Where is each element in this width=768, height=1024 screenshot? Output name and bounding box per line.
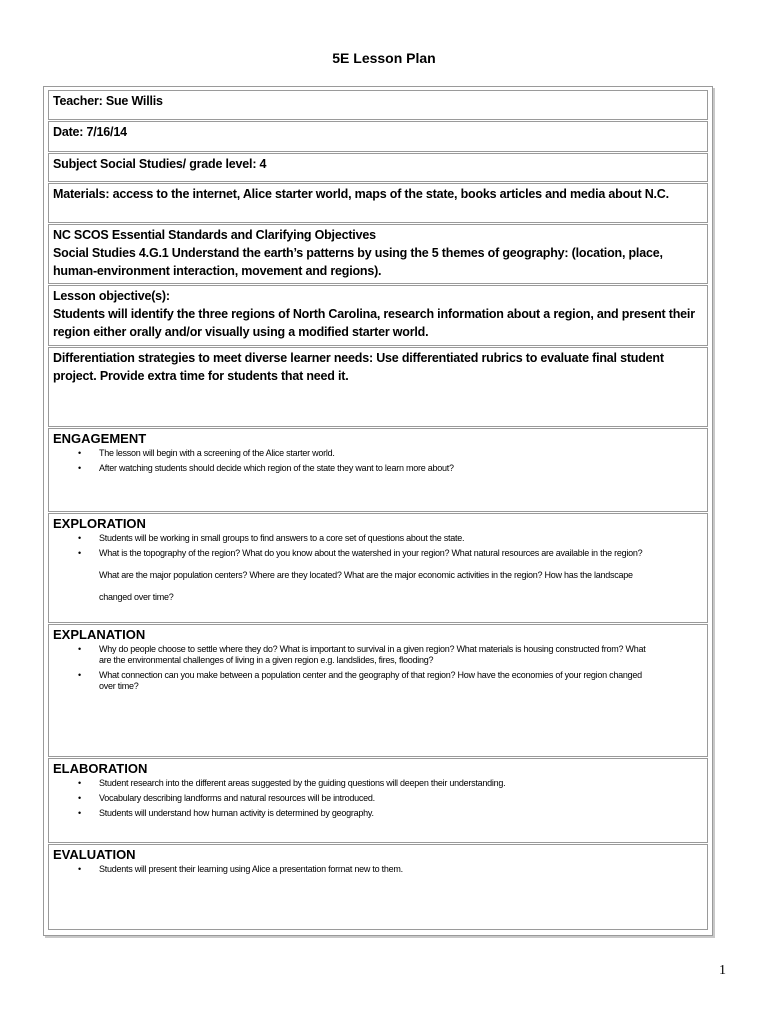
exploration-list: [53, 533, 703, 603]
engagement-row: [48, 428, 708, 512]
list-item-text: are the environmental challenges of living in a given region e.g. landslides, fires, flooding?: [99, 655, 434, 665]
engagement-heading: ENGAGEMENT: [53, 431, 147, 446]
list-item: • Student research into the different areas suggested by the guiding questions will deepen their understanding.: [99, 778, 703, 789]
differentiation-text: Differentiation strategies to meet diverse learner needs: Use differentiated rubrics to evaluate final student: [53, 351, 664, 365]
date-text: Date: 7/16/14: [53, 125, 127, 139]
standards-heading: NC SCOS Essential Standards and Clarifying Objectives: [53, 228, 376, 242]
engagement-list: [53, 448, 703, 474]
list-item: • Students will be working in small groups to find answers to a core set of questions about the state.: [99, 533, 703, 544]
differentiation-row: [48, 347, 708, 427]
objective-text: Students will identify the three regions of North Carolina, research information about a region, and present their: [53, 307, 695, 321]
differentiation-text-cont: project. Provide extra time for students that need it.: [53, 369, 349, 383]
exploration-heading: EXPLORATION: [53, 516, 146, 531]
list-item: [99, 548, 703, 603]
standards-text-cont: human-environment interaction, movement and regions).: [53, 264, 382, 278]
teacher-text: Teacher: Sue Willis: [53, 94, 163, 108]
elaboration-list: [53, 778, 703, 819]
materials-row: [48, 183, 708, 223]
explanation-row: [48, 624, 708, 757]
lesson-plan-table: [43, 86, 713, 936]
list-item: • Vocabulary describing landforms and natural resources will be introduced.: [99, 793, 703, 804]
objective-row: [48, 285, 708, 346]
explanation-list: [53, 644, 703, 692]
elaboration-heading: ELABORATION: [53, 761, 148, 776]
list-item-text: over time?: [99, 681, 139, 691]
list-item: • Students will understand how human activity is determined by geography.: [99, 808, 703, 819]
list-item: • Students will present their learning using Alice a presentation format new to them.: [99, 864, 703, 875]
materials-text: Materials: access to the internet, Alice starter world, maps of the state, books articles and media about N.C.: [53, 187, 669, 201]
objective-text-cont: region either orally and/or visually using a modified starter world.: [53, 325, 429, 339]
standards-text: Social Studies 4.G.1 Understand the earth’s patterns by using the 5 themes of geography: (location, place,: [53, 246, 663, 260]
list-item-text: What connection can you make between a population center and the geography of that region? How have the economies of your region changed: [99, 670, 642, 680]
evaluation-list: [53, 864, 703, 875]
evaluation-row: [48, 844, 708, 930]
page-number: 1: [719, 963, 726, 978]
list-item: [99, 670, 703, 692]
explanation-heading: EXPLANATION: [53, 627, 146, 642]
list-item: [99, 644, 703, 666]
list-item-text: What are the major population centers? Where are they located? What are the major economic activities in the region? How has the landscape: [99, 570, 633, 580]
list-item-text: Why do people choose to settle where they do? What is important to survival in a given region? What materials is housing constructed from? What: [99, 644, 646, 654]
list-item: • The lesson will begin with a screening of the Alice starter world.: [99, 448, 703, 459]
list-item-text: changed over time?: [99, 592, 174, 602]
objective-heading: Lesson objective(s):: [53, 289, 170, 303]
exploration-row: [48, 513, 708, 623]
evaluation-heading: EVALUATION: [53, 847, 136, 862]
standards-row: [48, 224, 708, 284]
list-item: • After watching students should decide which region of the state they want to learn more about?: [99, 463, 703, 474]
teacher-row: [48, 90, 708, 120]
page-title: 5E Lesson Plan: [332, 50, 436, 66]
list-item-text: What is the topography of the region? What do you know about the watershed in your region? What natural resources are available in the region?: [99, 548, 643, 558]
subject-row: [48, 153, 708, 182]
date-row: [48, 121, 708, 152]
elaboration-row: [48, 758, 708, 843]
subject-text: Subject Social Studies/ grade level: 4: [53, 157, 267, 171]
